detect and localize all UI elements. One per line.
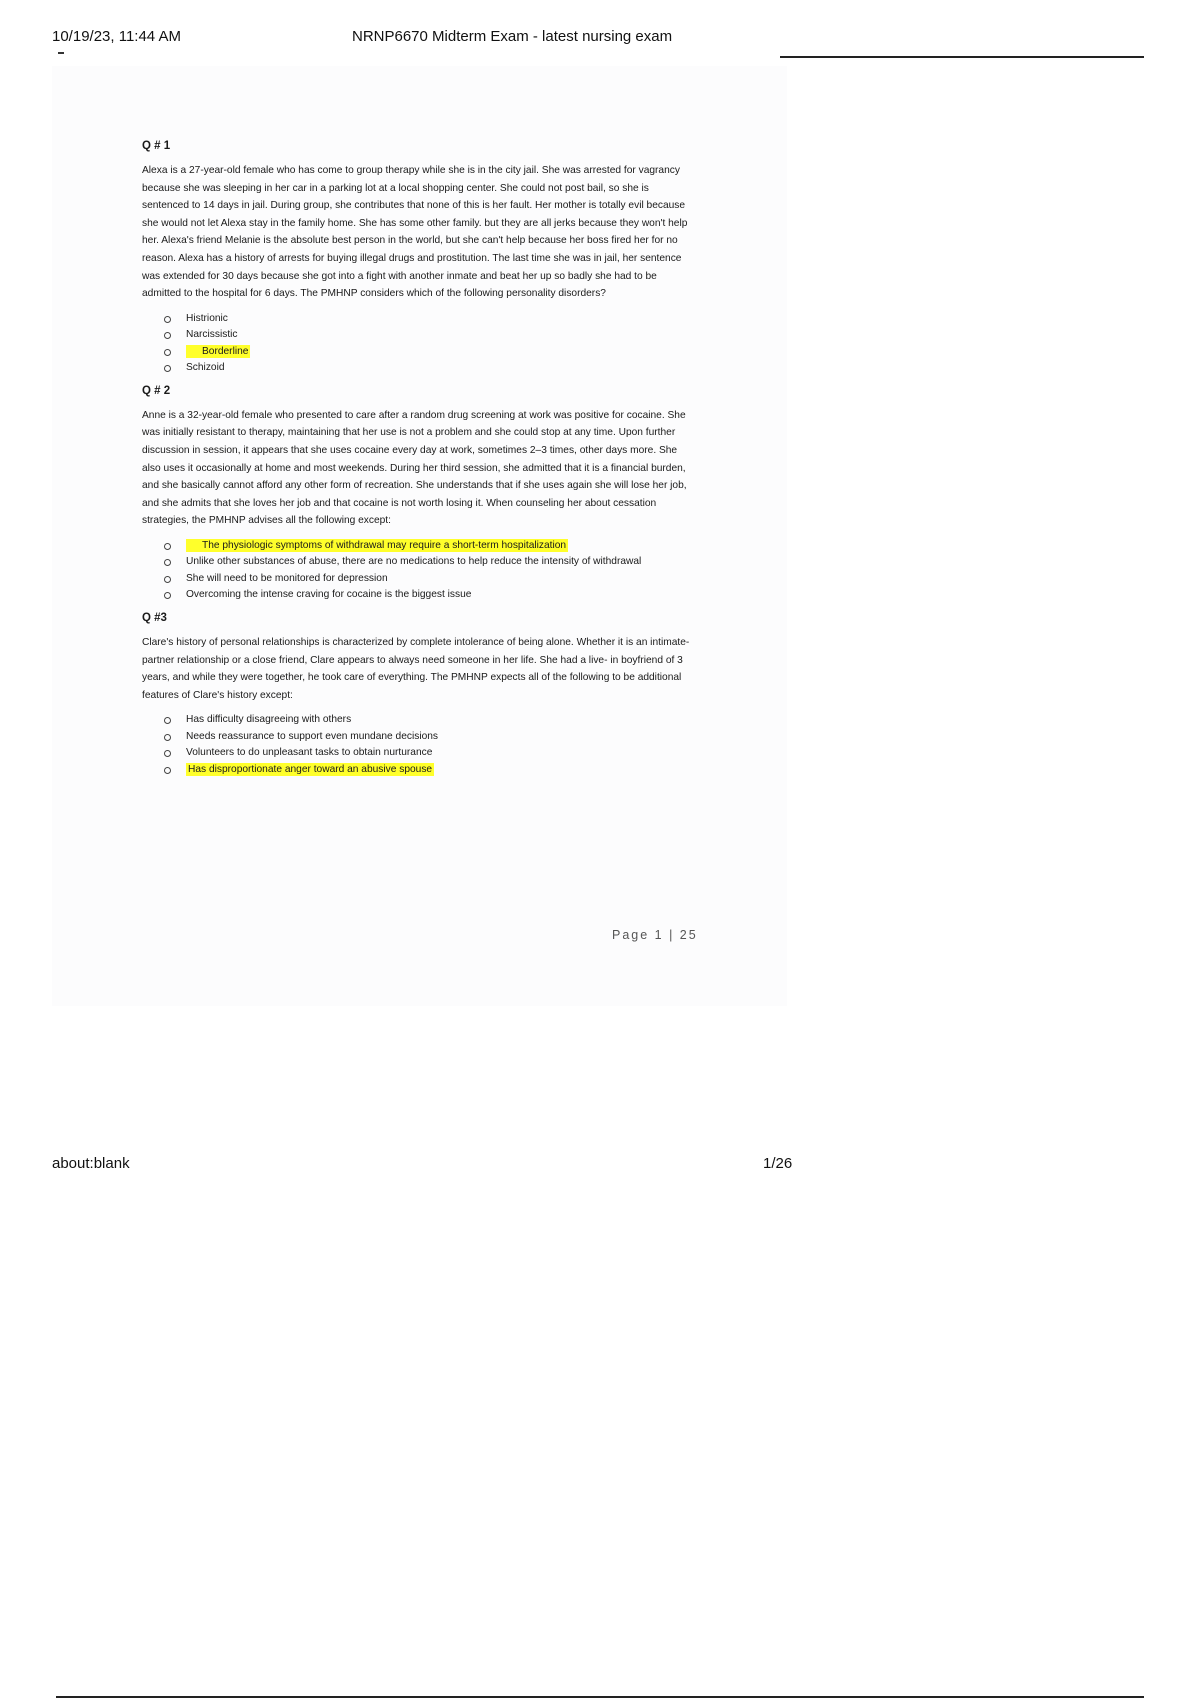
- answer-options: [142, 311, 698, 377]
- question-label: Q # 1: [142, 140, 171, 152]
- question-text: Clare's history of personal relationships is characterized by complete intolerance of being alone. Whether it is an intimate-partner relationship or a close friend, Clare appears to always need someone in her life. She had a live- in boyfriend of 3 years, and while they were together, he took care of everything. The PMHNP expects all of the following to be additional features of Clare's history except:: [142, 636, 690, 701]
- print-footer-url: about:blank: [52, 1155, 130, 1172]
- question-3: [142, 612, 698, 778]
- footer-rule: [56, 1696, 1144, 1698]
- answer-option-highlighted: The physiologic symptoms of withdrawal may require a short-term hospitalization: [142, 538, 698, 555]
- answer-option: She will need to be monitored for depression: [142, 571, 698, 588]
- print-header-title: NRNP6670 Midterm Exam - latest nursing exam: [352, 28, 673, 45]
- answer-option: Overcoming the intense craving for cocaine is the biggest issue: [142, 587, 698, 604]
- print-footer-page-count: 1/26: [763, 1155, 793, 1172]
- answer-option: Schizoid: [142, 360, 698, 377]
- answer-option: Histrionic: [142, 311, 698, 328]
- answer-option: Has difficulty disagreeing with others: [142, 712, 698, 729]
- question-label: Q #3: [142, 611, 167, 624]
- question-text: Alexa is a 27-year-old female who has come to group therapy while she is in the city jail. She was arrested for vagrancy because she was sleeping in her car in a parking lot at a local shopping center. She could not post bail, so she is sentenced to 14 days in jail. During group, she contributes that none of this is her fault. Her mother is totally evil because she would not let Alexa stay in the family home. She has some other family. but they are all jerks because they won't help her. Alexa's friend Melanie is the absolute best person in the world, but she can't help because her boss fired her for no reason. Alexa has a history of arrests for buying illegal drugs and prostitution. The last time she was in jail, her sentence was extended for 30 days because she got into a fight with another inmate and beat her up so badly she had to be admitted to the hospital for 6 days. The PMHNP considers which of the following personality disorders?: [142, 165, 688, 300]
- answer-option-highlighted: Borderline: [142, 344, 698, 361]
- question-text: Anne is a 32-year-old female who presented to care after a random drug screening at work was positive for cocaine. She was initially resistant to therapy, maintaining that her use is not a problem and she could stop at any time. Upon further discussion in session, it appears that she uses cocaine every day at work, sometimes 2–3 times, other days more. She also uses it occasionally at home and most weekends. During her third session, she admitted that it is a financial burden, and she basically cannot afford any other form of recreation. She understands that if she uses again she will lose her job, and she admits that she loves her job and that cocaine is not worth losing it. When counseling her about cessation strategies, the PMHNP advises all the following except:: [142, 409, 687, 527]
- exam-content: [142, 140, 698, 786]
- question-2: [142, 385, 698, 604]
- answer-option-highlighted: Has disproportionate anger toward an abusive spouse: [142, 762, 698, 779]
- answer-option: Volunteers to do unpleasant tasks to obtain nurturance: [142, 745, 698, 762]
- answer-option: Unlike other substances of abuse, there are no medications to help reduce the intensity of withdrawal: [142, 554, 698, 571]
- answer-option: Narcissistic: [142, 327, 698, 344]
- header-rule: [780, 56, 1144, 58]
- answer-options: [142, 538, 698, 604]
- print-header-datetime: 10/19/23, 11:44 AM: [52, 28, 181, 45]
- page-number: Page 1 | 25: [612, 928, 698, 942]
- answer-options: [142, 712, 698, 778]
- question-1: [142, 140, 698, 377]
- question-label: Q # 2: [142, 384, 171, 397]
- header-tick-mark: [58, 52, 64, 54]
- answer-option: Needs reassurance to support even mundane decisions: [142, 729, 698, 746]
